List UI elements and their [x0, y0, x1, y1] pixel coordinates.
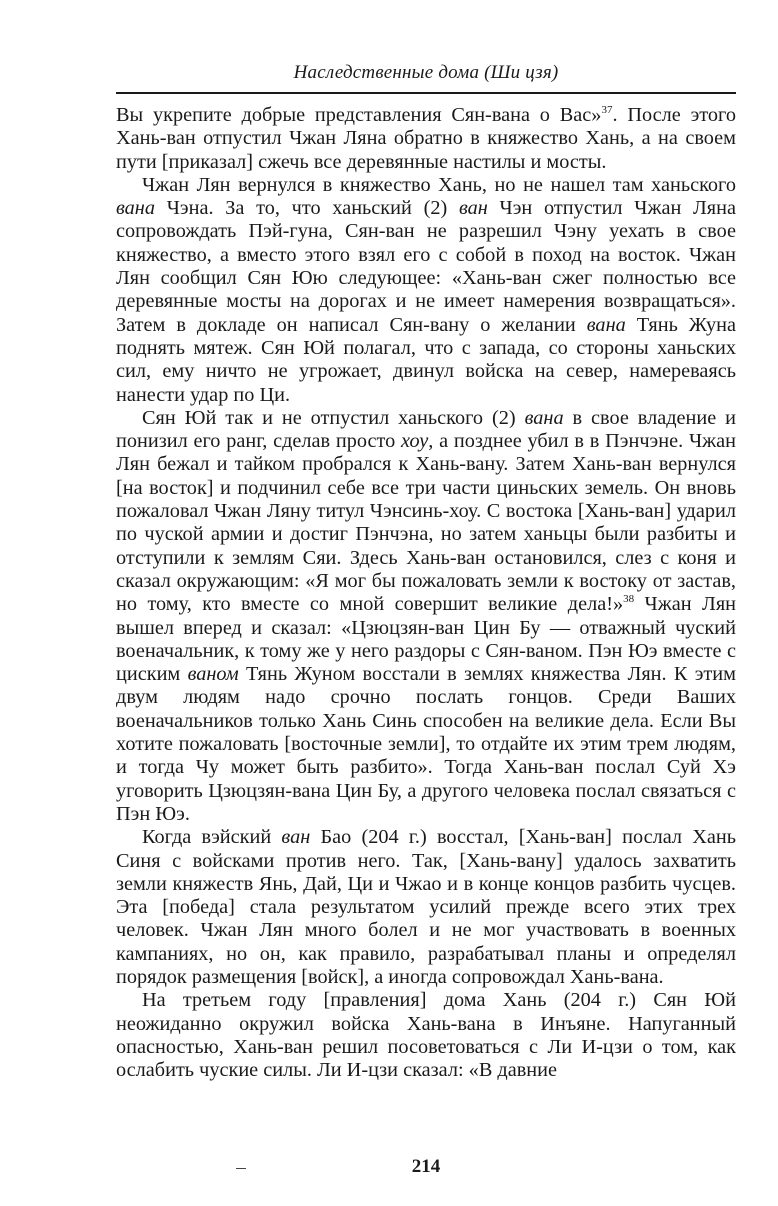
text-run: Чжан Лян вышел вперед и сказал: «Цзюцзян-ван Цин Бу — отважный чуский военачальник, к тому же у него раздоры с Сян-ваном. Пэн Юэ вместе с циским [116, 593, 736, 686]
running-header: Наследственные дома (Ши цзя) [293, 62, 559, 83]
text-run: . После этого Хань-ван отпустил Чжан Ляна обратно в княжество Хань, а на своем пути [приказал] сжечь все деревянные настилы и мосты. [116, 104, 736, 173]
italic-term: ван [281, 826, 311, 849]
italic-term: вана [524, 406, 564, 429]
text-run: Бао (204 г.) восстал, [Хань-ван] послал Хань Синя с войсками против него. Так, [Хань-вану] удалось захватить земли княжеств Янь, Дай, Ци и Чжао и в конце концов разбить чусцев. Эта [победа] стала результатом усилий прежде всего этих трех человек. Чжан Лян много болел и не мог участвовать в военных кампаниях, но он, как правило, разрабатывал планы и определял порядок размещения [войск], а иногда сопровождал Хань-вана. [116, 826, 736, 988]
body-text [116, 104, 736, 1082]
text-run: Чэна. За то, что ханьский (2) [155, 197, 459, 220]
text-run: Тянь Жуном восстали в землях княжества Лян. К этим двум людям надо срочно послать гонцов. Среди Ваших военачальников только Хань Синь способен на великие дела. Если Вы хотите пожаловать [восточные земли], то отдайте их этим трем людям, и тогда Чу может быть разбито». Тогда Хань-ван послал Суй Хэ уговорить Цзюцзян-вана Цин Бу, а другого человека послал связаться с Пэн Юэ. [116, 663, 736, 825]
italic-term: хоу [401, 430, 429, 453]
header-rule [116, 92, 736, 94]
text-run: На третьем году [правления] дома Хань (204 г.) Сян Юй неожиданно окружил войска Хань-вана в Инъяне. Напуганный опасностью, Хань-ван решил посоветоваться с Ли И-цзи о том, как ослабить чуские силы. Ли И-цзи сказал: «В давние [116, 989, 736, 1082]
italic-term: вана [586, 313, 626, 336]
page-number: 214 [411, 1156, 441, 1177]
text-run: , а позднее убил в в Пэнчэне. Чжан Лян бежал и тайком пробрался к Хань-вану. Затем Хань-ван вернулся [на восток] и подчинил себе все три части циньских земель. Он вновь пожаловал Чжан Ляну титул Чэнсинь-хоу. С востока [Хань-ван] ударил по чуской армии и достиг Пэнчэна, но затем ханьцы были разбиты и отступили к землям Сяи. Здесь Хань-ван остановился, слез с коня и сказал окружающим: «Я мог бы пожаловать земли к востоку от застав, но тому, кто вместе со мной совершит великие дела!» [116, 430, 736, 616]
footnote-ref: 37 [601, 104, 613, 117]
paragraph [116, 989, 736, 1082]
footnote-ref: 38 [623, 593, 635, 606]
paragraph [116, 104, 736, 174]
text-run: Вы укрепите добрые представления Сян-вана о Вас» [116, 104, 602, 126]
italic-term: ван [458, 197, 488, 220]
italic-term: ваном [187, 663, 239, 686]
paragraph [116, 407, 736, 826]
text-run: Тянь Жуна поднять мятеж. Сян Юй полагал, что с запада, со стороны ханьских сил, ему ничто не угрожает, двинул войска на север, намереваясь нанести удар по Ци. [116, 313, 736, 406]
text-run: Чжан Лян вернулся в княжество Хань, но не нашел там ханьского [142, 173, 736, 196]
text-run: Сян Юй так и не отпустил ханьского (2) [142, 406, 525, 429]
paragraph [116, 826, 736, 989]
italic-term: вана [116, 197, 156, 220]
paragraph [116, 174, 736, 407]
text-run: Чэн отпустил Чжан Ляна сопровождать Пэй-гуна, Сян-ван не разрешил Чэну уехать в свое княжество, а вместо этого взял его с собой в поход на восток. Чжан Лян сообщил Сян Юю следующее: «Хань-ван сжег полностью все деревянные мосты на дорогах и не имеет намерения возвращаться». Затем в докладе он написал Сян-вану о желании [116, 197, 736, 336]
text-run: Когда вэйский [142, 826, 282, 849]
document-page [116, 60, 736, 1177]
text-run: в свое владение и понизил его ранг, сделав просто [116, 406, 736, 453]
